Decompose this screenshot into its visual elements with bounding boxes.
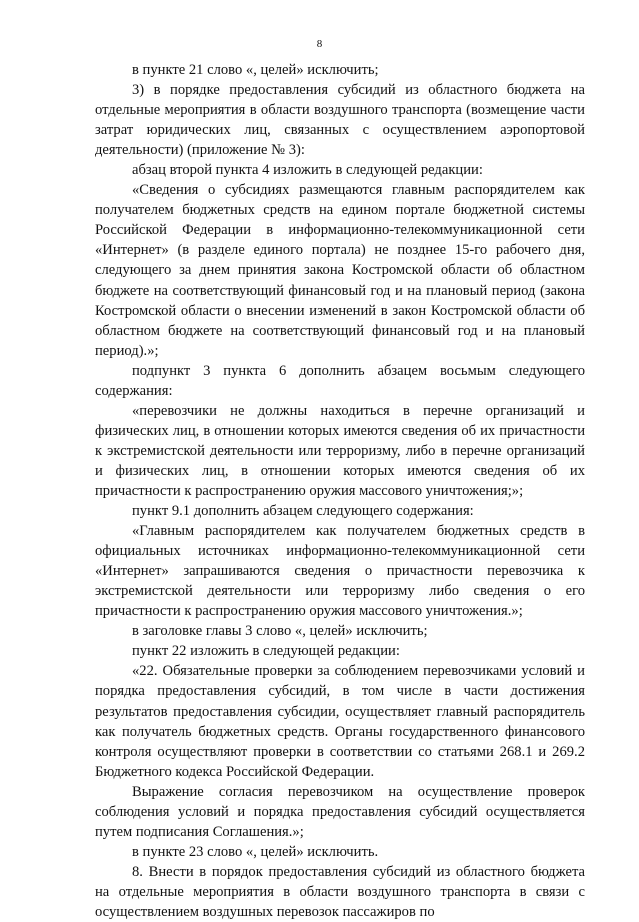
paragraph-2: 3) в порядке предоставления субсидий из областного бюджета на отдельные мероприятия в области воздушного транспорта (возмещение части затрат юридических лиц, связанных с осуществлением аэропортовой деятельности) (приложение № 3):: [95, 82, 585, 159]
paragraph-12: Выражение согласия перевозчиком на осуществление проверок соблюдения условий и порядка предоставления субсидий осуществляется путем подписания Соглашения.»;: [95, 783, 585, 840]
paragraph-6: «перевозчики не должны находиться в перечне организаций и физических лиц, в отношении которых имеются сведения об их причастности к экстремистской деятельности или терроризму, либо в перечне организаций и физических лиц, в отношении которых имеются сведения об их причастности к распространению оружия массового уничтожения;»;: [95, 402, 585, 499]
paragraph-4: «Сведения о субсидиях размещаются главным распорядителем как получателем бюджетных средств на едином портале бюджетной системы Российской Федерации в информационно-телекоммуникационной сети «Интернет» (в разделе единого портала) не позднее 15-го рабочего дня, следующего за днем принятия закона Костромской области об областном бюджете на соответствующий финансовый год и на плановый период (закона Костромской области о внесении изменений в закон Костромской области об областном бюджете на соответствующий финансовый год и на плановый период).»;: [95, 182, 585, 359]
paragraph-10: пункт 22 изложить в следующей редакции:: [132, 643, 400, 660]
paragraph-1: в пункте 21 слово «, целей» исключить;: [132, 62, 379, 78]
paragraph-7: пункт 9.1 дополнить абзацем следующего содержания:: [132, 503, 474, 520]
document-body: [95, 60, 585, 922]
paragraph-11: «22. Обязательные проверки за соблюдением перевозчиками условий и порядка предоставления субсидий, в том числе в части достижения результатов предоставления субсидии, осуществляет главный распорядитель как получатель бюджетных средств. Органы государственного финансового контроля осуществляют проверки в соответствии со статьями 268.1 и 269.2 Бюджетного кодекса Российской Федерации.: [95, 663, 585, 780]
paragraph-13: в пункте 23 слово «, целей» исключить.: [132, 843, 379, 860]
paragraph-8: «Главным распорядителем как получателем бюджетных средств в официальных источниках информационно-телекоммуникационной сети «Интернет» запрашиваются сведения о причастности перевозчика к экстремистской деятельности или терроризму либо сведения о его причастности к распространению оружия массового уничтожения.»;: [95, 523, 585, 620]
page-number: 8: [316, 38, 323, 50]
paragraph-5: подпункт 3 пункта 6 дополнить абзацем восьмым следующего содержания:: [95, 362, 585, 399]
paragraph-3: абзац второй пункта 4 изложить в следующей редакции:: [132, 162, 483, 179]
paragraph-9: в заголовке главы 3 слово «, целей» исключить;: [132, 623, 428, 640]
paragraph-14: 8. Внести в порядок предоставления субсидий из областного бюджета на отдельные мероприятия в области воздушного транспорта в связи с осуществлением воздушных перевозок пассажиров по: [95, 863, 585, 920]
